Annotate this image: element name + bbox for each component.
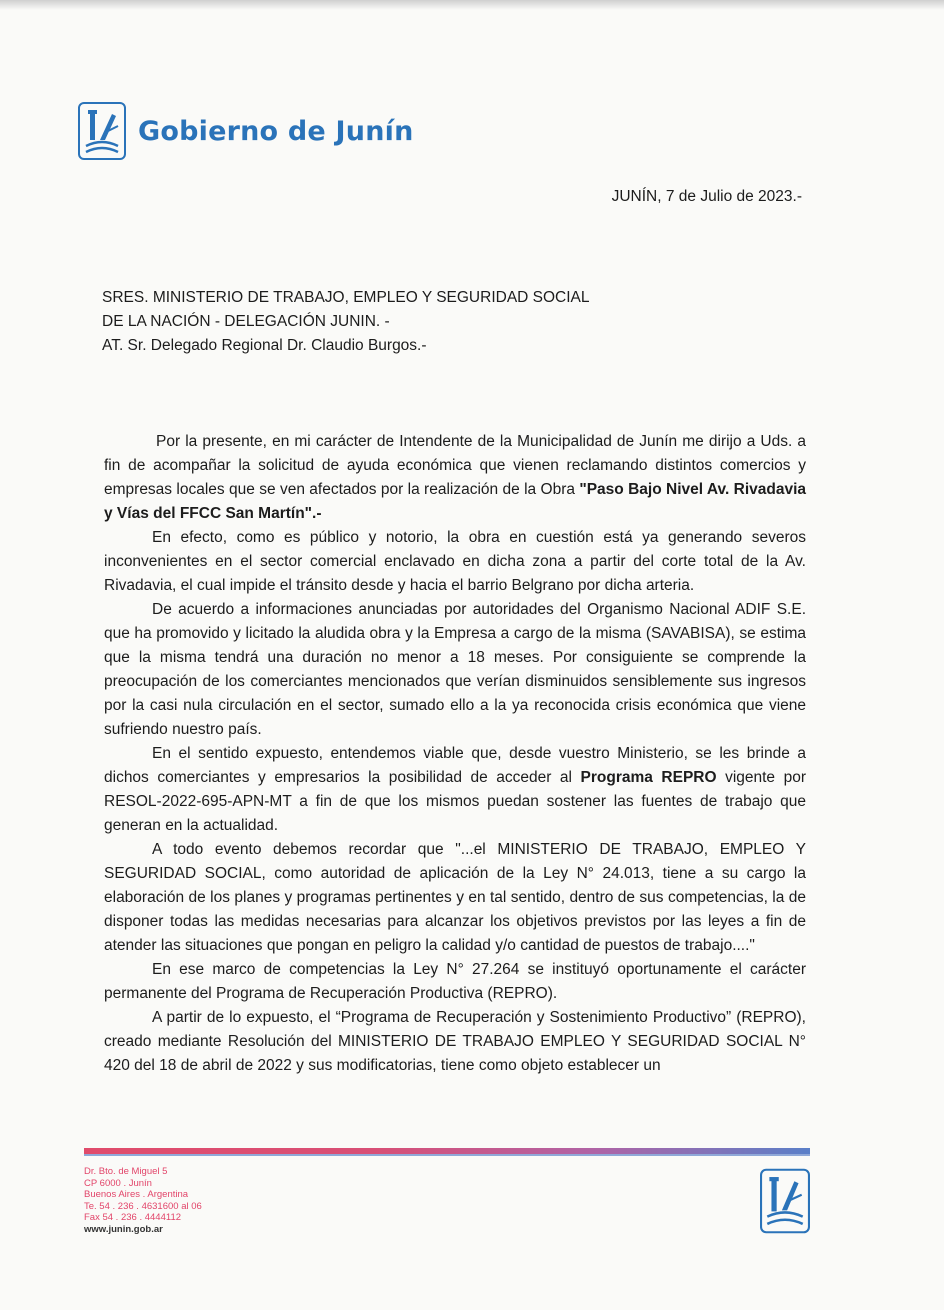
recipient-line-3: AT. Sr. Delegado Regional Dr. Claudio Burgos.- — [102, 337, 427, 354]
work-name: "Paso Bajo Nivel Av. Rivadavia y Vías del FFCC San Martín".- — [104, 481, 806, 522]
footer-website-link[interactable]: www.junin.gob.ar — [84, 1223, 163, 1235]
footer-address — [84, 1166, 202, 1235]
letterhead-title: Gobierno de Junín — [138, 115, 414, 147]
footer-logo-icon — [760, 1168, 810, 1234]
footer-line-5: Fax 54 . 236 . 4444112 — [84, 1212, 182, 1223]
footer-line-4: Te. 54 . 236 . 4631600 al 06 — [84, 1200, 202, 1212]
paragraph-6: En ese marco de competencias la Ley N° 27.264 se instituyó oportunamente el carácter permanente del Programa de Recuperación Productiva (REPRO). — [104, 961, 806, 1002]
paragraph-3: De acuerdo a informaciones anunciadas por autoridades del Organismo Nacional ADIF S.E. que ha promovido y licitado la aludida obra y la Empresa a cargo de la misma (SAVABISA), se estima que la misma tendrá una duración no menor a 18 meses. Por consiguiente se comprende la preocupación de los comerciantes mencionados que verían disminuidos sensiblemente sus ingresos por la casi nula circulación en el sector, sumado ello a la ya reconocida crisis económica que viene sufriendo nuestro país. — [104, 601, 806, 738]
footer-divider-line — [84, 1154, 810, 1156]
footer-line-3: Buenos Aires . Argentina — [84, 1189, 189, 1200]
recipient-block — [102, 286, 590, 358]
letter-body — [104, 430, 806, 1078]
footer-line-2: CP 6000 . Junín — [84, 1177, 152, 1189]
paragraph-5: A todo evento debemos recordar que "...el MINISTERIO DE TRABAJO, EMPLEO Y SEGURIDAD SOCIAL, como autoridad de aplicación de la Ley N° 24.013, tiene a su cargo la elaboración de los planes y programas pertinentes y en tal sentido, dentro de sus competencias, la de disponer todas las medidas necesarias para alcanzar los objetivos previstos por las leyes a fin de atender las situaciones que pongan en peligro la calidad y/o cantidad de puestos de trabajo...." — [104, 841, 806, 954]
footer-line-1: Dr. Bto. de Miguel 5 — [84, 1166, 168, 1177]
paragraph-7: A partir de lo expuesto, el “Programa de Recuperación y Sostenimiento Productivo” (REPRO), creado mediante Resolución del MINISTERIO DE TRABAJO EMPLEO Y SEGURIDAD SOCIAL N° 420 del 18 de abril de 2022 y sus modificatorias, tiene como objeto establecer un — [104, 1009, 806, 1074]
program-name: Programa REPRO — [580, 769, 717, 786]
municipality-logo-icon — [78, 102, 126, 160]
paragraph-1 — [104, 430, 806, 526]
letterhead — [78, 102, 414, 160]
recipient-line-2: DE LA NACIÓN - DELEGACIÓN JUNIN. - — [102, 313, 390, 330]
paragraph-2: En efecto, como es público y notorio, la obra en cuestión está ya generando severos inconvenientes en el sector comercial enclavado en dicha zona a partir del corte total de la Av. Rivadavia, el cual impide el tránsito desde y hacia el barrio Belgrano por dicha arteria. — [104, 529, 806, 594]
paragraph-1-text: Por la presente, en mi carácter de Intendente de la Municipalidad de Junín me dirijo a Uds. a fin de acompañar la solicitud de ayuda económica que vienen reclamando distintos comercios y empresas locales que se ven afectados por la realización de la Obra — [104, 433, 806, 498]
scan-edge — [0, 0, 944, 10]
paragraph-4-text-a: En el sentido expuesto, entendemos viable que, desde vuestro Ministerio, se les brinde a dichos comerciantes y empresarios la posibilidad de acceder al — [104, 745, 806, 786]
letter-date: JUNÍN, 7 de Julio de 2023.- — [611, 188, 802, 205]
recipient-line-1: SRES. MINISTERIO DE TRABAJO, EMPLEO Y SEGURIDAD SOCIAL — [102, 289, 590, 306]
paragraph-4-text-b: vigente por RESOL-2022-695-APN-MT a fin de que los mismos puedan sostener las fuentes de trabajo que generan en la actualidad. — [104, 769, 806, 834]
paragraph-4 — [104, 742, 806, 838]
